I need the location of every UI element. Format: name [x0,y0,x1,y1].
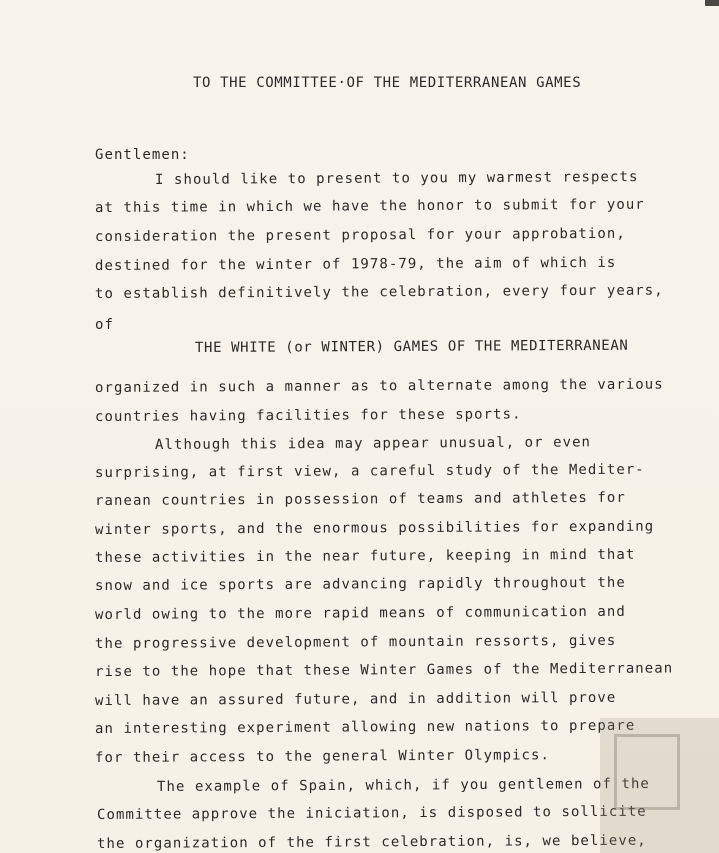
body-line: to establish definitively the celebration, every four years, [94,282,664,302]
body-line: surprising, at first view, a careful study of the Mediter- [94,461,645,481]
body-line: consideration the present proposal for your approbation, [94,225,626,245]
body-line: winter sports, and the enormous possibilities for expanding [94,518,655,538]
body-line: I should like to present to you my warmest respects [154,169,639,188]
body-line: Although this idea may appear unusual, or even [154,434,592,453]
body-line: ranean countries in possession of teams and athletes for [94,489,626,509]
scan-corner-mark [705,0,719,6]
body-line: destined for the winter of 1978-79, the aim of which is [94,254,617,274]
body-line: the progressive development of mountain ressorts, gives [94,632,617,652]
body-line: will have an assured future, and in addition will prove [94,689,617,709]
body-line: snow and ice sports are advancing rapidly throughout the [94,574,626,594]
body-line: at this time in which we have the honor to submit for your [94,196,645,216]
letter-title: TO THE COMMITTEE·OF THE MEDITERRANEAN GAMES [193,75,582,91]
archive-stamp-frame [614,734,680,810]
body-line: organized in such a manner as to alternate among the various [94,376,664,396]
body-line: the organization of the first celebration, is, we believe, [96,832,647,852]
body-line: of [95,317,114,333]
body-line: an interesting experiment allowing new nations to prepare [94,717,636,737]
salutation: Gentlemen: [95,147,190,163]
body-line: for their access to the general Winter Olympics. [94,747,551,766]
body-line: world owing to the more rapid means of communication and [94,603,626,623]
archive-stamp-watermark [600,718,719,853]
body-line: rise to the hope that these Winter Games of the Mediterranean [94,660,674,680]
body-line: Committee approve the iniciation, is disposed to sollicite [96,803,647,823]
games-heading: THE WHITE (or WINTER) GAMES OF THE MEDITERRANEAN [194,337,629,356]
body-line: The example of Spain, which, if you gentlemen of the [156,775,650,795]
body-line: these activities in the near future, keeping in mind that [94,546,636,566]
body-line: countries having facilities for these sports. [94,406,522,425]
